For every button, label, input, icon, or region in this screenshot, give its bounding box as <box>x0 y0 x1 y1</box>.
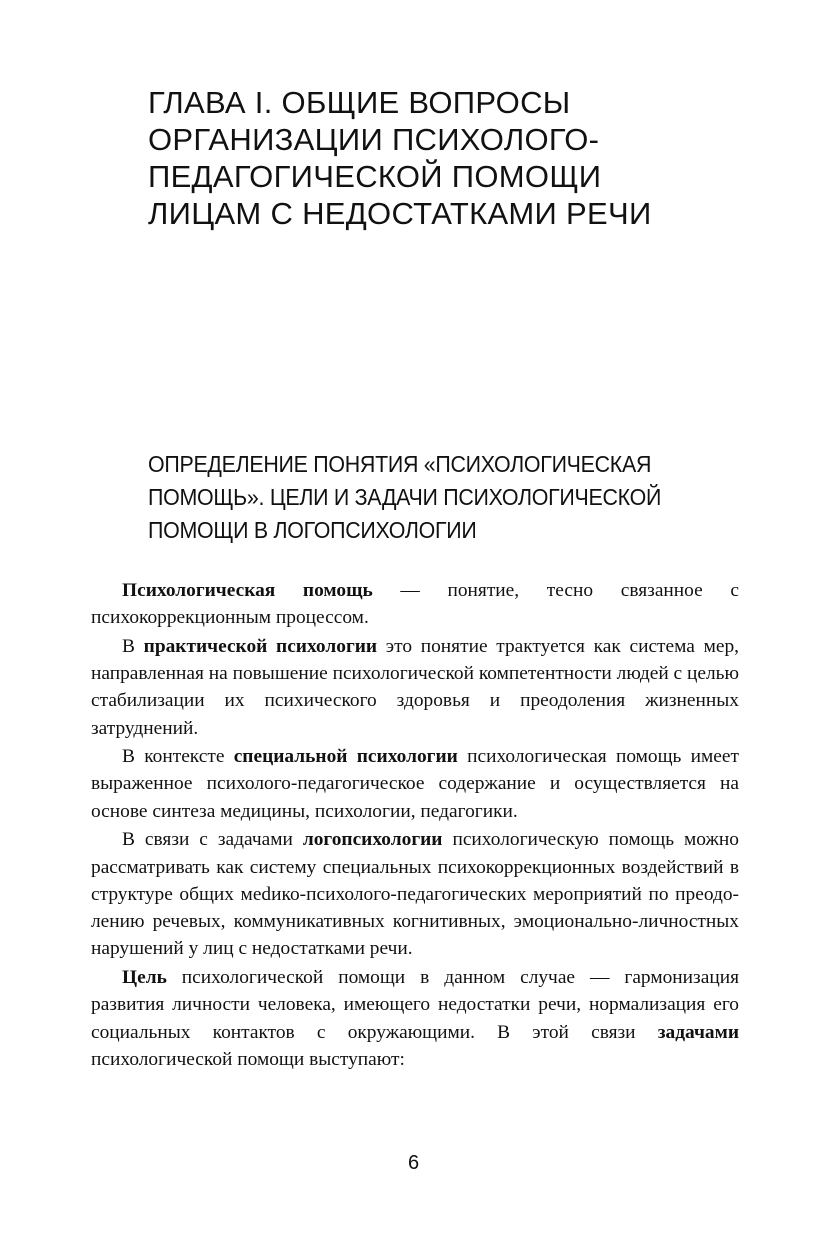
section-title-line: ПОМОЩИ В ЛОГОПСИХОЛОГИИ <box>148 517 477 543</box>
page-number: 6 <box>407 1152 420 1174</box>
term-bold: Цель <box>122 966 167 988</box>
paragraph-text: психологической помощи выступают: <box>91 1048 405 1070</box>
body-text <box>91 577 739 1074</box>
paragraph-psychological-help <box>91 577 739 632</box>
paragraph-logopsychology <box>91 826 739 962</box>
chapter-title-line: ОРГАНИЗАЦИИ ПСИХОЛОГО- <box>148 122 600 157</box>
paragraph-prefix: В связи с задачами <box>122 829 303 851</box>
term-bold: специальной психологии <box>233 746 458 768</box>
term-bold: Психологическая помощь <box>122 580 373 601</box>
chapter-title-line: ГЛАВА I. ОБЩИЕ ВОПРОСЫ <box>148 85 571 120</box>
section-title-line: ПОМОЩЬ». ЦЕЛИ И ЗАДАЧИ ПСИХОЛОГИЧЕСКОЙ <box>148 484 662 510</box>
paragraph-special-psychology <box>91 743 739 825</box>
chapter-title-line: ЛИЦАМ С НЕДОСТАТКАМИ РЕЧИ <box>148 196 652 231</box>
paragraph-prefix: В <box>122 635 144 657</box>
paragraph-text: психологической помощи в данном случае — гармонизация развития личности человека, имеющего недостатки речи, нормализация его социальных контактов с окружающими. В этой связи <box>91 966 739 1043</box>
chapter-title <box>148 84 708 232</box>
paragraph-text: — понятие, тесно связанное с психокоррекционным процессом. <box>91 580 739 629</box>
paragraph-text: психологическая помощь имеет выраженное психолого-педагогическое содержание и осуществляется на основе синтеза медицины, психологии, педагогики. <box>91 746 739 822</box>
paragraph-text: психологическую помощь можно рассматривать как систему специальных психокоррекционных воздействий в структуре общих меdико-психолого-педагогических мероприятий по преодолению речевых, коммуникативных когнитивных, эмоционально-личностных нарушений у лиц с недостатками речи. <box>91 829 739 960</box>
paragraph-prefix: В контексте <box>122 746 234 768</box>
chapter-title-line: ПЕДАГОГИЧЕСКОЙ ПОМОЩИ <box>148 159 602 194</box>
term-bold: задачами <box>657 1021 739 1043</box>
term-bold: логопсихологии <box>302 829 443 851</box>
term-bold: практической психологии <box>143 635 378 657</box>
paragraph-text: это понятие трактуется как система мер, направленная на повышение психологической компетентности людей с целью стабилизации их психического здоровья и преодоления жизненных затруднений. <box>91 635 739 739</box>
paragraph-goal-and-tasks <box>91 964 739 1073</box>
section-title <box>148 448 697 547</box>
section-title-line: ОПРЕДЕЛЕНИЕ ПОНЯТИЯ «ПСИХОЛОГИЧЕСКАЯ <box>148 451 652 477</box>
paragraph-practical-psychology <box>91 633 739 742</box>
